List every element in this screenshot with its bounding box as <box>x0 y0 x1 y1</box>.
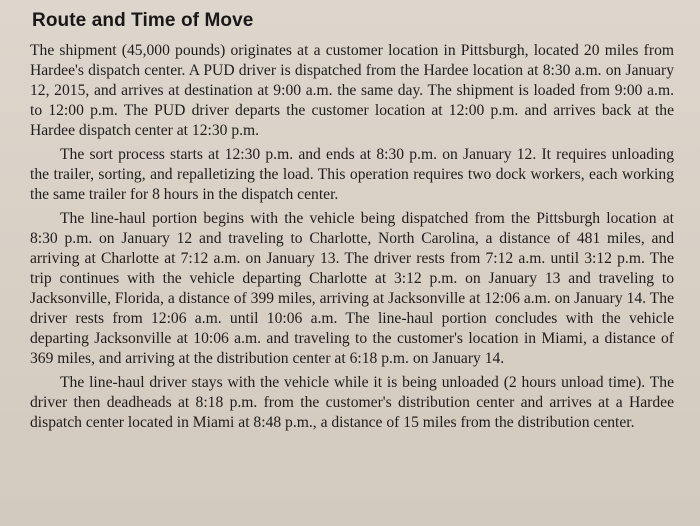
paragraph-unload-deadhead: The line-haul driver stays with the vehicle while it is being unloaded (2 hours unload time). The driver then deadheads at 8:18 p.m. from the customer's distribution center and arrives at a Hardee dispatch center located in Miami at 8:48 p.m., a distance of 15 miles from the distribution center. <box>30 374 674 431</box>
paragraph-shipment: The shipment (45,000 pounds) originates at a customer location in Pittsburgh, located 20 miles from Hardee's dispatch center. A PUD driver is dispatched from the Hardee location at 8:30 a.m. on January 12, 2015, and arrives at destination at 9:00 a.m. the same day. The shipment is loaded from 9:00 a.m. to 12:00 p.m. The PUD driver departs the customer location at 12:00 p.m. and arrives back at the Hardee dispatch center at 12:30 p.m. <box>30 42 674 139</box>
section-heading: Route and Time of Move <box>32 10 254 31</box>
paragraph-line-haul: The line-haul portion begins with the vehicle being dispatched from the Pittsburgh location at 8:30 p.m. on January 12 and traveling to Charlotte, North Carolina, a distance of 481 miles, and arriving at Charlotte at 7:12 a.m. on January 13. The driver rests from 7:12 a.m. until 3:12 p.m. The trip continues with the vehicle departing Charlotte at 3:12 p.m. on January 13 and traveling to Jacksonville, Florida, a distance of 399 miles, arriving at Jacksonville at 12:06 a.m. on January 14. The driver rests from 12:06 a.m. until 10:06 a.m. The line-haul portion concludes with the vehicle departing Jacksonville at 10:06 a.m. and traveling to the customer's location in Miami, a distance of 369 miles, and arriving at the distribution center at 6:18 p.m. on January 14. <box>30 210 674 367</box>
paragraph-sort-process: The sort process starts at 12:30 p.m. and ends at 8:30 p.m. on January 12. It requires unloading the trailer, sorting, and repalletizing the load. This operation requires two dock workers, each working the same trailer for 8 hours in the dispatch center. <box>30 146 674 203</box>
